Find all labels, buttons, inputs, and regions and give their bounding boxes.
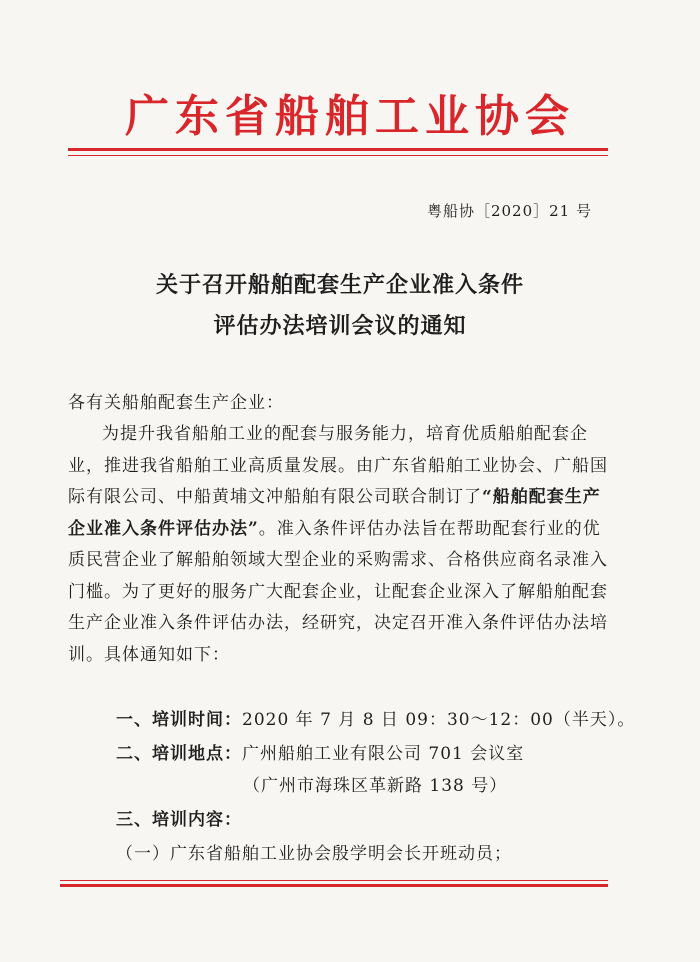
letterhead-org-name: 广东省船舶工业协会 (125, 91, 575, 142)
footer-rule-thick (60, 884, 608, 887)
item-value: 广州船舶工业有限公司 701 会议室 (242, 744, 525, 764)
footer-rule-thin (60, 880, 608, 881)
item-training-location (116, 740, 524, 768)
body-paragraph (68, 419, 613, 671)
item-value: 2020 年 7 月 8 日 09：30～12：00（半天）。 (242, 710, 636, 730)
document-title-line1: 关于召开船舶配套生产企业准入条件 (155, 272, 524, 298)
item-label: 一、培训时间： (116, 710, 242, 730)
salutation: 各有关船舶配套生产企业： (68, 393, 284, 413)
item-training-content (116, 806, 242, 834)
document-title-line2: 评估办法培训会议的通知 (213, 313, 467, 339)
paragraph-text-after: 。准入条件评估办法旨在帮助配套行业的优质民营企业了解船舶领域大型企业的采购需求、合格供应商名录准入门槛。为了更好的服务广大配套企业，让配套企业深入了解船舶配套生产企业准入条件评估办法，经研究，决定召开准入条件评估办法培训。具体通知如下： (68, 518, 608, 665)
item-label: 二、培训地点： (116, 744, 242, 764)
paragraph-bold-title: “船舶配套生产企业准入条件评估办法” (68, 487, 601, 539)
document-number: 粤船协［2020］21 号 (426, 202, 592, 220)
paragraph-text-before: 为提升我省船舶工业的配套与服务能力，培育优质船舶配套企业，推进我省船舶工业高质量发展。由广东省船舶工业协会、广船国际有限公司、中船黄埔文冲船舶有限公司联合制订了 (68, 424, 608, 507)
item-label: 三、培训内容： (116, 810, 242, 830)
letterhead-rule-thick (68, 148, 608, 151)
item-content-subitem: （一）广东省船舶工业协会殷学明会长开班动员； (116, 844, 512, 864)
letterhead-rule-thin (68, 155, 608, 156)
item-training-time (116, 706, 635, 734)
item-location-address: （广州市海珠区革新路 138 号） (243, 776, 508, 796)
